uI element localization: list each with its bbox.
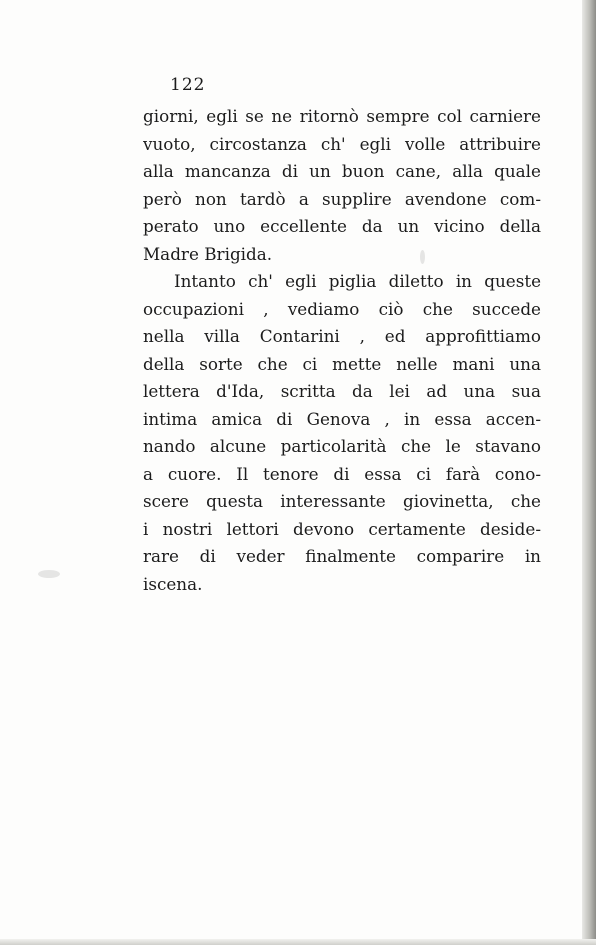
text-line: della sorte che ci mette nelle mani una [143, 353, 541, 374]
text-line: giorni, egli se ne ritornò sempre col carniere [143, 106, 541, 126]
paragraph-2 [143, 268, 541, 598]
text-line: perato uno eccellente da un vicino della [143, 216, 541, 236]
text-line: lettera d'Ida, scritta da lei ad una sua [143, 381, 541, 401]
text-line: però non tardò a supplire avendone com- [143, 188, 541, 209]
text-line: i nostri lettori devono certamente deside- [143, 518, 541, 539]
ink-smudge [38, 570, 60, 578]
text-line: Madre Brigida. [143, 243, 273, 264]
text-line: alla mancanza di un buon cane, alla quale [143, 161, 541, 181]
body-text [143, 103, 541, 598]
text-line: nando alcune particolarità che le stavano [143, 436, 541, 456]
text-line: intima amica di Genova , in essa accen- [143, 408, 541, 429]
paragraph-1 [143, 103, 541, 268]
text-line: Intanto ch' egli piglia diletto in queste [174, 271, 541, 291]
text-line: nella villa Contarini , ed approfittiamo [143, 326, 541, 346]
text-line: a cuore. Il tenore di essa ci farà cono- [143, 463, 541, 484]
text-line: vuoto, circostanza ch' egli volle attribuire [143, 133, 541, 154]
text-line: occupazioni , vediamo ciò che succede [143, 298, 541, 319]
page-bottom-edge [0, 939, 596, 945]
page-edge-shadow [582, 0, 596, 945]
text-line: iscena. [143, 573, 203, 594]
text-line: rare di veder finalmente comparire in [143, 546, 541, 566]
page-number: 122 [170, 75, 206, 95]
text-line: scere questa interessante giovinetta, che [143, 491, 541, 511]
